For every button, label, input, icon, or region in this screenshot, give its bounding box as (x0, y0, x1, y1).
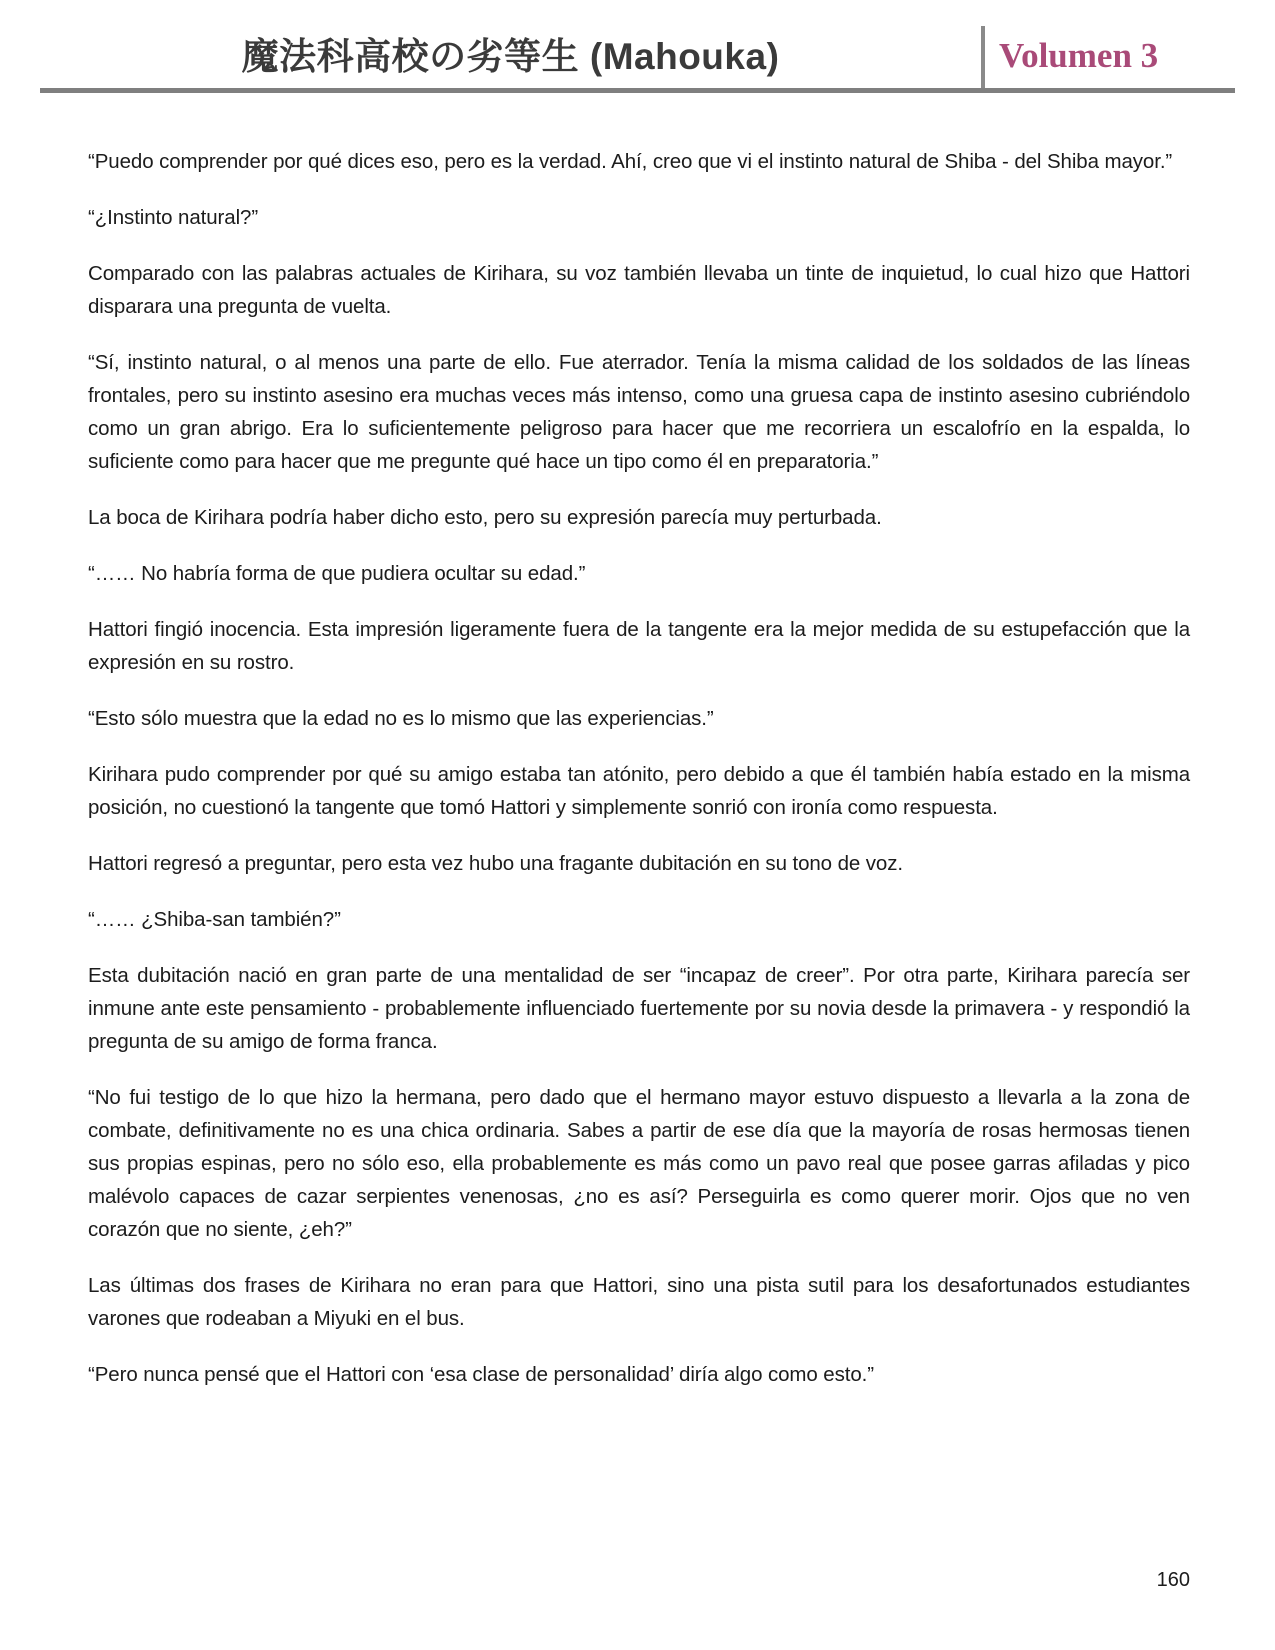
header-horizontal-rule (40, 88, 1235, 93)
paragraph: “Sí, instinto natural, o al menos una parte de ello. Fue aterrador. Tenía la misma calidad de los soldados de las líneas frontales, pero su instinto asesino era muchas veces más intenso, como una gruesa capa de instinto asesino cubriéndolo como un gran abrigo. Era lo suficientemente peligroso para hacer que me recorriera un escalofrío en la espalda, lo suficiente como para hacer que me pregunte qué hace un tipo como él en preparatoria.” (88, 351, 1190, 473)
paragraph: Hattori fingió inocencia. Esta impresión ligeramente fuera de la tangente era la mejor medida de su estupefacción que la expresión en su rostro. (88, 618, 1190, 674)
paragraph: “Pero nunca pensé que el Hattori con ‘esa clase de personalidad’ diría algo como esto.” (88, 1363, 874, 1386)
paragraph: Hattori regresó a preguntar, pero esta vez hubo una fragante dubitación en su tono de voz. (88, 852, 903, 875)
paragraph: “…… ¿Shiba-san también?” (88, 908, 341, 931)
header-title-area (40, 26, 981, 88)
document-title: 魔法科高校の劣等生 (Mahouka) (241, 36, 780, 77)
page-number: 160 (1156, 1569, 1190, 1591)
paragraph: La boca de Kirihara podría haber dicho esto, pero su expresión parecía muy perturbada. (88, 506, 882, 529)
paragraph: “Esto sólo muestra que la edad no es lo mismo que las experiencias.” (88, 707, 714, 730)
header-volume-area (985, 36, 1235, 88)
paragraph: “…… No habría forma de que pudiera ocultar su edad.” (88, 562, 586, 585)
page-footer (1157, 1569, 1190, 1592)
paragraph: Esta dubitación nació en gran parte de una mentalidad de ser “incapaz de creer”. Por otra parte, Kirihara parecía ser inmune ante este pensamiento - probablemente influenciado fuertemente por su novia desde la primavera - y respondió la pregunta de su amigo de forma franca. (88, 964, 1190, 1053)
page-header (0, 0, 1275, 88)
paragraph: Kirihara pudo comprender por qué su amigo estaba tan atónito, pero debido a que él también había estado en la misma posición, no cuestionó la tangente que tomó Hattori y simplemente sonrió con ironía como respuesta. (88, 763, 1190, 819)
paragraph: “Puedo comprender por qué dices eso, pero es la verdad. Ahí, creo que vi el instinto natural de Shiba - del Shiba mayor.” (88, 150, 1173, 173)
page-body (88, 145, 1190, 1391)
paragraph: “¿Instinto natural?” (88, 206, 259, 229)
paragraph: Las últimas dos frases de Kirihara no eran para que Hattori, sino una pista sutil para los desafortunados estudiantes varones que rodeaban a Miyuki en el bus. (88, 1274, 1190, 1330)
paragraph: Comparado con las palabras actuales de Kirihara, su voz también llevaba un tinte de inquietud, lo cual hizo que Hattori disparara una pregunta de vuelta. (88, 262, 1190, 318)
paragraph: “No fui testigo de lo que hizo la hermana, pero dado que el hermano mayor estuvo dispuesto a llevarla a la zona de combate, definitivamente no es una chica ordinaria. Sabes a partir de ese día que la mayoría de rosas hermosas tienen sus propias espinas, pero no sólo eso, ella probablemente es más como un pavo real que posee garras afiladas y pico malévolo capaces de cazar serpientes venenosas, ¿no es así? Perseguirla es como querer morir. Ojos que no ven corazón que no siente, ¿eh?” (88, 1086, 1190, 1241)
volume-label: Volumen 3 (999, 36, 1159, 75)
